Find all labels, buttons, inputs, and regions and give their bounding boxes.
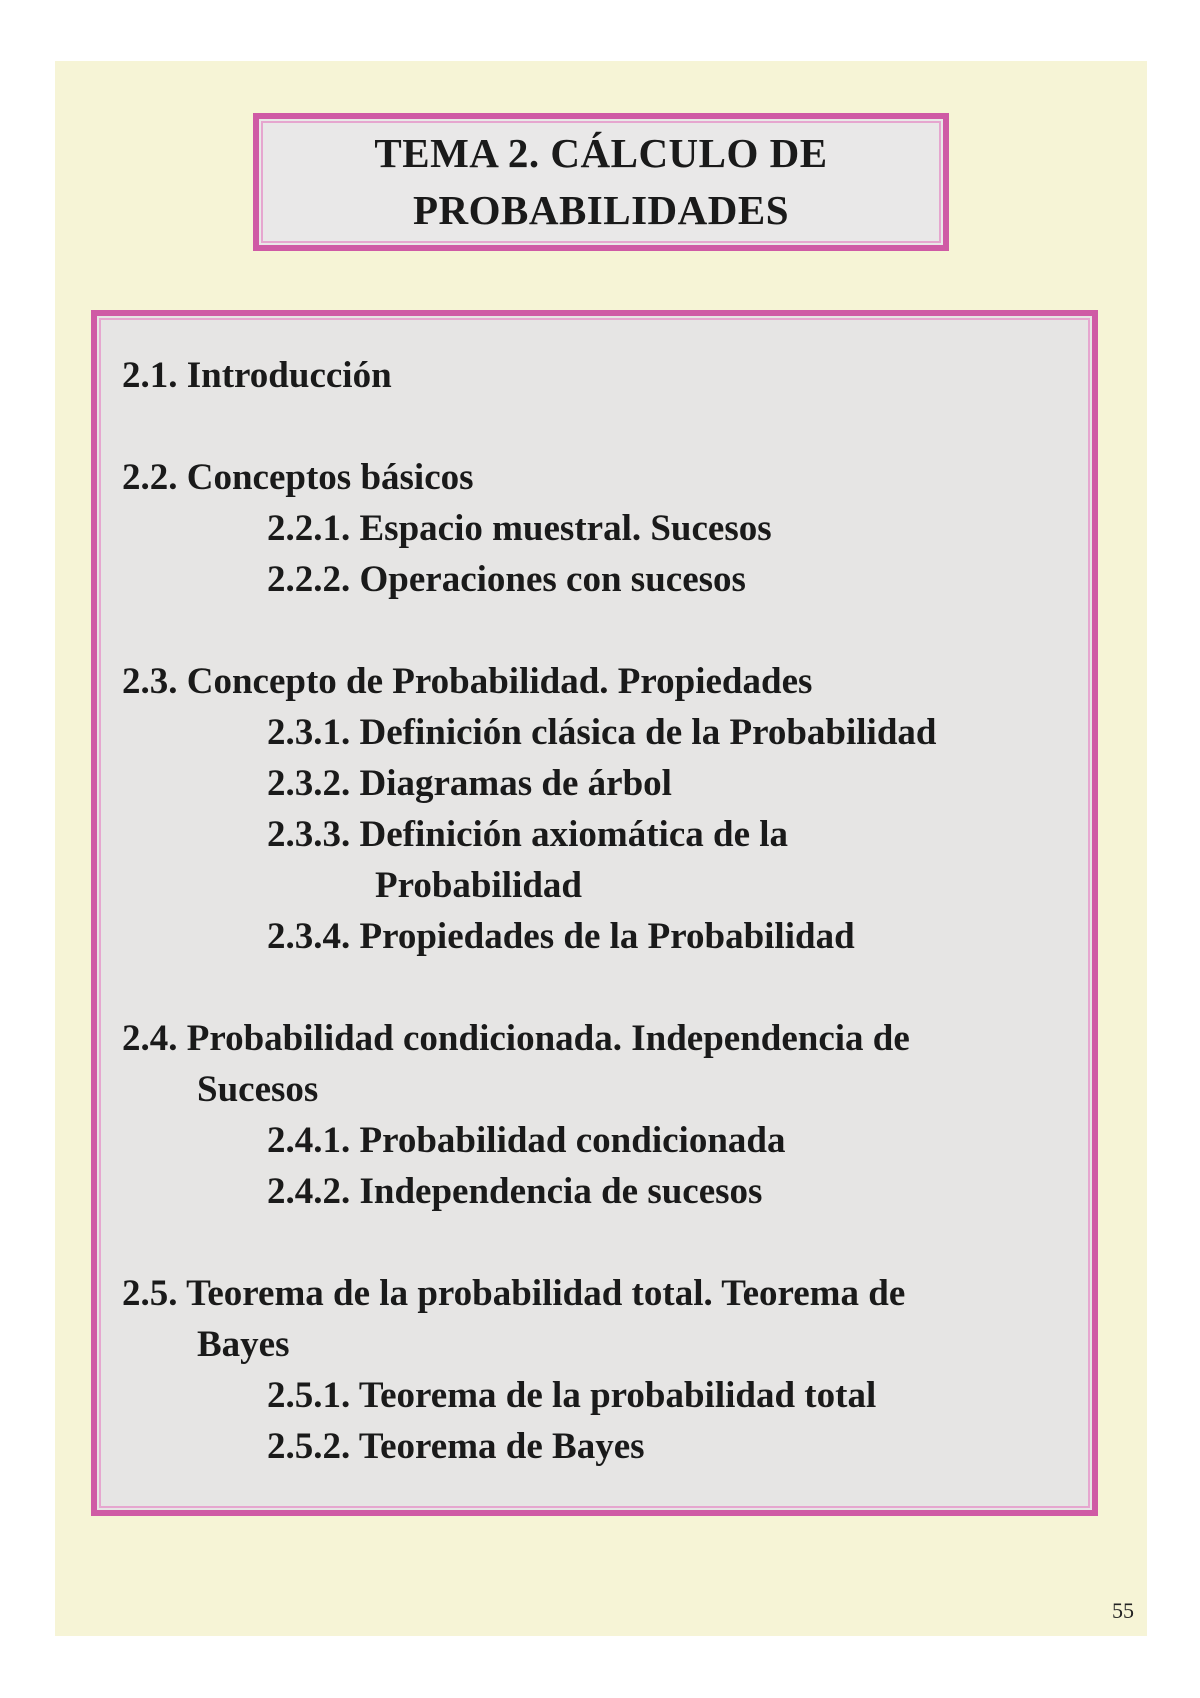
toc-subsection: 2.3.2. Diagramas de árbol	[267, 763, 672, 804]
toc-subsection: 2.3.3. Definición axiomática de la	[267, 814, 789, 855]
title-line-2: PROBABILIDADES	[412, 187, 790, 233]
table-of-contents	[122, 350, 1072, 1472]
toc-subsection: 2.2.1. Espacio muestral. Sucesos	[267, 508, 772, 549]
toc-spacer	[122, 962, 1072, 1013]
toc-subsection: 2.5.1. Teorema de la probabilidad total	[267, 1375, 877, 1416]
toc-section: 2.5. Teorema de la probabilidad total. Teorema de	[122, 1273, 906, 1314]
toc-subsection: 2.4.1. Probabilidad condicionada	[267, 1120, 786, 1161]
page-number: 55	[1112, 1598, 1134, 1623]
title-box	[253, 113, 949, 251]
toc-subsection: 2.2.2. Operaciones con sucesos	[267, 559, 746, 600]
toc-spacer	[122, 401, 1072, 452]
toc-subsection: 2.3.4. Propiedades de la Probabilidad	[267, 916, 855, 957]
toc-section: 2.1. Introducción	[122, 355, 392, 396]
toc-subsection: 2.3.1. Definición clásica de la Probabilidad	[267, 712, 937, 753]
document-page	[55, 61, 1147, 1636]
toc-continuation: Probabilidad	[375, 865, 583, 906]
toc-section: 2.3. Concepto de Probabilidad. Propiedades	[122, 661, 813, 702]
toc-subsection: 2.5.2. Teorema de Bayes	[267, 1426, 645, 1467]
toc-section: 2.4. Probabilidad condicionada. Independencia de	[122, 1018, 910, 1059]
toc-continuation: Bayes	[197, 1324, 290, 1365]
table-of-contents-box	[91, 310, 1098, 1516]
toc-section: 2.2. Conceptos básicos	[122, 457, 474, 498]
toc-spacer	[122, 605, 1072, 656]
title-line-1: TEMA 2. CÁLCULO DE	[374, 130, 828, 176]
toc-continuation: Sucesos	[197, 1069, 319, 1110]
toc-spacer	[122, 1217, 1072, 1268]
toc-subsection: 2.4.2. Independencia de sucesos	[267, 1171, 763, 1212]
